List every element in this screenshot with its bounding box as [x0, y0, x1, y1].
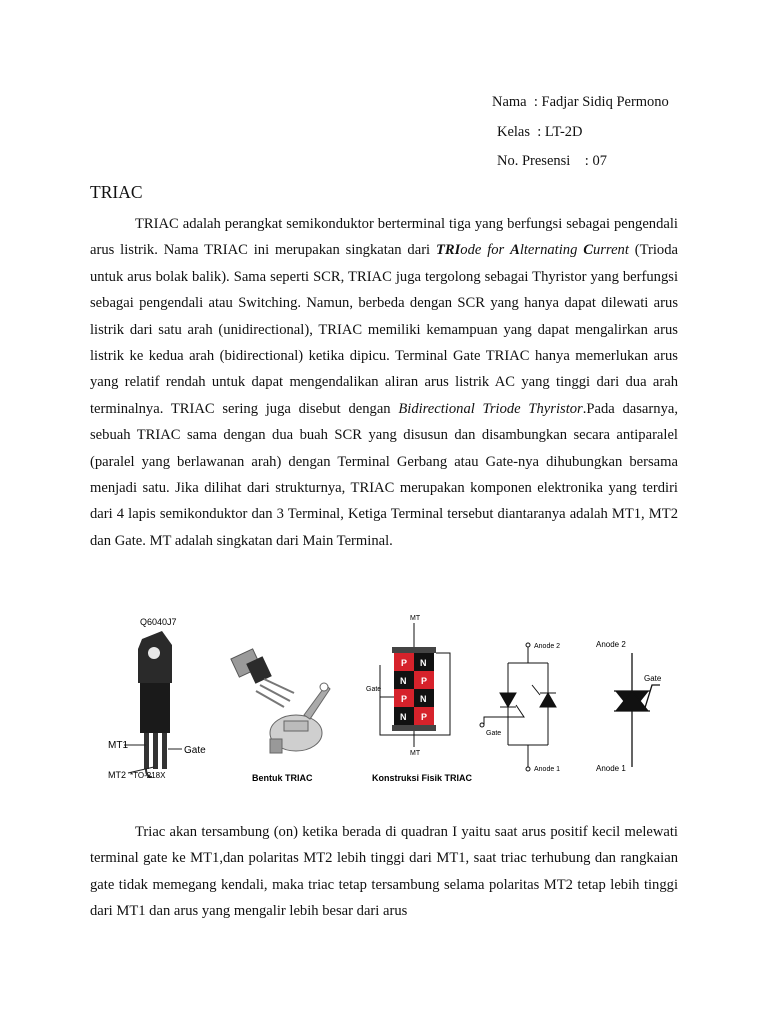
- triac-figure: [104, 605, 664, 795]
- student-class: Kelas : LT-2D: [497, 124, 583, 140]
- svg-text:P: P: [421, 712, 428, 722]
- svg-text:MT: MT: [410, 750, 421, 757]
- svg-text:P: P: [401, 658, 408, 668]
- triac-equivalent-circuit: [480, 643, 556, 771]
- svg-text:Anode 2: Anode 2: [534, 643, 561, 650]
- student-name: Nama : Fadjar Sidiq Permono: [492, 94, 669, 110]
- triac-construction: [366, 615, 473, 783]
- svg-text:N: N: [420, 694, 427, 704]
- svg-text:Gate: Gate: [366, 686, 382, 693]
- svg-text:N: N: [420, 658, 427, 668]
- svg-text:N: N: [400, 676, 407, 686]
- svg-text:Gate: Gate: [644, 674, 662, 683]
- triac-symbol: [614, 653, 660, 767]
- svg-text:P: P: [401, 694, 408, 704]
- svg-text:Anode 1: Anode 1: [596, 764, 626, 773]
- triac-package-to218x: [108, 617, 206, 780]
- svg-text:Anode 2: Anode 2: [596, 640, 626, 649]
- triac-physical-shapes: [231, 649, 330, 783]
- svg-text:Konstruksi Fisik TRIAC: Konstruksi Fisik TRIAC: [372, 773, 473, 783]
- svg-text:MT2: MT2: [108, 770, 126, 780]
- svg-text:Gate: Gate: [486, 730, 502, 737]
- svg-text:N: N: [400, 712, 407, 722]
- svg-text:MT1: MT1: [108, 740, 128, 751]
- section-title: TRIAC: [90, 182, 143, 202]
- svg-text:MT: MT: [410, 615, 421, 622]
- svg-text:Anode 1: Anode 1: [534, 766, 561, 773]
- svg-text:P: P: [421, 676, 428, 686]
- svg-text:Q6040J7: Q6040J7: [140, 617, 177, 627]
- svg-text:*TO-218X: *TO-218X: [130, 771, 166, 780]
- paragraph-definition: TRIAC adalah perangkat semikonduktor berterminal tiga yang berfungsi sebagai pengendali arus listrik. Nama TRIAC ini merupakan singkatan dari TRIode for Alternating Current (Trioda untuk arus bolak balik). Sama seperti SCR, TRIAC juga tergolong sebagai Thyristor yang berfungsi sebagai pengendali atau Switching. Namun, berbeda dengan SCR yang hanya dapat dilewati arus listrik dari satu arah (unidirectional), TRIAC memiliki kemampuan yang dapat mengalirkan arus listrik ke kedua arah (bidirectional) ketika dipicu. Terminal Gate TRIAC hanya memerlukan arus yang relatif rendah untuk dapat mengendalikan aliran arus listrik AC yang tinggi dari dua arah terminalnya. TRIAC sering juga disebut dengan Bidirectional Triode Thyristor.Pada dasarnya, sebuah TRIAC sama dengan dua buah SCR yang disusun dan disambungkan secara antiparalel (paralel yang berlawanan arah) dengan Terminal Gerbang atau Gate-nya dihubungkan bersama menjadi satu. Jika dilihat dari strukturnya, TRIAC merupakan komponen elektronika yang terdiri dari 4 lapis semikonduktor dan 3 Terminal, Ketiga Terminal tersebut diantaranya adalah MT1, MT2 dan Gate. MT adalah singkatan dari Main Terminal.: [90, 216, 678, 549]
- svg-text:Bentuk TRIAC: Bentuk TRIAC: [252, 773, 313, 783]
- svg-text:Gate: Gate: [184, 745, 206, 756]
- student-attendance-number: No. Presensi : 07: [497, 153, 607, 169]
- paragraph-quadrant: Triac akan tersambung (on) ketika berada di quadran I yaitu saat arus positif kecil melewati terminal gate ke MT1,dan polaritas MT2 lebih tinggi dari MT1, saat triac terhubung dan rangkaian gate tidak memegang kendali, maka triac tetap tersambung selama polaritas MT2 tetap lebih tinggi dari MT1 dan arus yang mengalir lebih besar dari arus: [90, 824, 678, 920]
